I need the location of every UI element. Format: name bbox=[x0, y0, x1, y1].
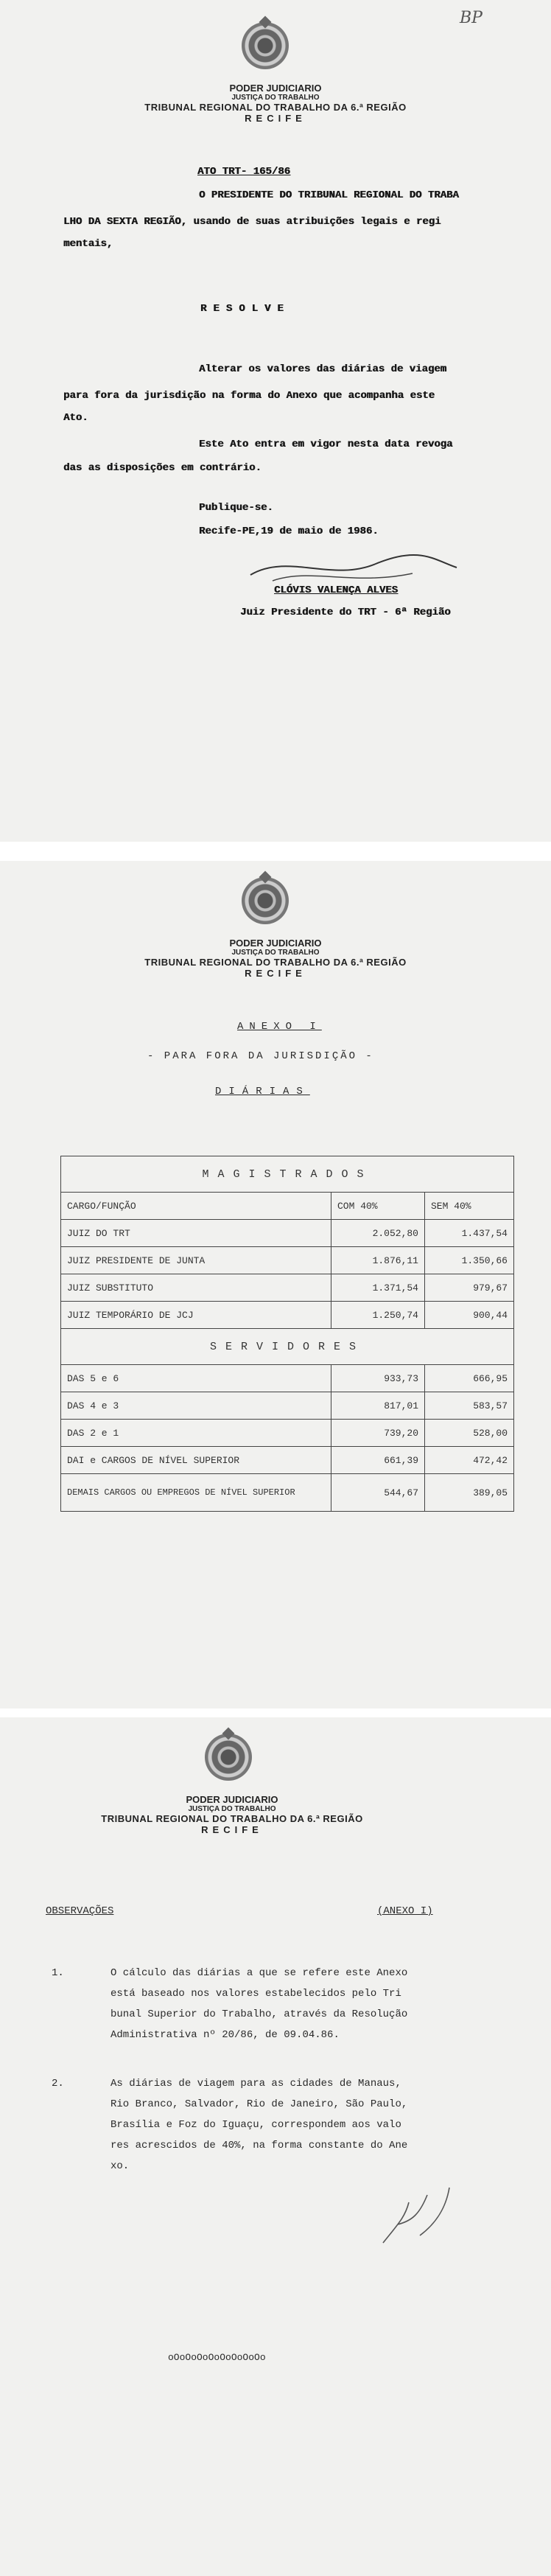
coat-of-arms-icon bbox=[242, 877, 289, 924]
page-3 bbox=[0, 1717, 551, 2576]
body-p1-line-3: Ato. bbox=[63, 412, 88, 424]
page-1 bbox=[0, 0, 551, 842]
item-2-number: 2. bbox=[52, 2078, 64, 2090]
annex-reference: (ANEXO I) bbox=[377, 1905, 433, 1917]
item-2-line-5: xo. bbox=[110, 2160, 130, 2172]
preamble-line-3: mentais, bbox=[63, 238, 113, 250]
magistrados-table bbox=[60, 1156, 514, 1512]
date-line: Recife-PE,19 de maio de 1986. bbox=[199, 526, 379, 537]
margin-note: BP bbox=[460, 9, 482, 27]
col-cargo-header: CARGO/FUNÇÃO bbox=[61, 1193, 331, 1220]
letterhead: PODER JUDICIARIO JUSTIÇA DO TRABALHO TRIBUNAL REGIONAL DO TRABALHO DA 6.ª REGIÃO RECIFE bbox=[144, 83, 407, 124]
item-2-line-2: Rio Branco, Salvador, Rio de Janeiro, São Paulo, bbox=[110, 2098, 408, 2110]
end-mark: oOoOoOoOoOoOoOoOo bbox=[168, 2352, 266, 2363]
table-row: JUIZ PRESIDENTE DE JUNTA 1.876,11 1.350,66 bbox=[61, 1247, 514, 1274]
col-com-header: COM 40% bbox=[331, 1193, 425, 1220]
servidores-header: SERVIDORES bbox=[61, 1329, 514, 1365]
coat-of-arms-icon bbox=[205, 1734, 252, 1781]
diarias-heading: DIÁRIAS bbox=[215, 1086, 310, 1097]
table-row: JUIZ DO TRT 2.052,80 1.437,54 bbox=[61, 1220, 514, 1247]
body-p1-line-1: Alterar os valores das diárias de viagem bbox=[199, 363, 447, 375]
letterhead: PODER JUDICIARIO JUSTIÇA DO TRABALHO TRIBUNAL REGIONAL DO TRABALHO DA 6.ª REGIÃO RECIFE bbox=[101, 1794, 363, 1835]
item-1-number: 1. bbox=[52, 1967, 64, 1979]
item-1-line-2: está baseado nos valores estabelecidos pelo Tri bbox=[110, 1988, 401, 2000]
letterhead: PODER JUDICIARIO JUSTIÇA DO TRABALHO TRIBUNAL REGIONAL DO TRABALHO DA 6.ª REGIÃO RECIFE bbox=[144, 938, 407, 979]
item-2-line-3: Brasília e Foz do Iguaçu, correspondem aos valo bbox=[110, 2119, 401, 2131]
col-sem-header: SEM 40% bbox=[425, 1193, 514, 1220]
body-p1-line-2: para fora da jurisdição na forma do Anexo que acompanha este bbox=[63, 390, 435, 402]
table-row: DAS 4 e 3 817,01 583,57 bbox=[61, 1392, 514, 1420]
annex-subtitle: - PARA FORA DA JURISDIÇÃO - bbox=[147, 1050, 374, 1062]
table-row: JUIZ TEMPORÁRIO DE JCJ 1.250,74 900,44 bbox=[61, 1302, 514, 1329]
coat-of-arms-icon bbox=[242, 22, 289, 69]
page-2 bbox=[0, 861, 551, 1708]
act-title: ATO TRT- 165/86 bbox=[197, 166, 291, 178]
item-1-line-4: Administrativa nº 20/86, de 09.04.86. bbox=[110, 2029, 340, 2041]
signer-name: CLÓVIS VALENÇA ALVES bbox=[274, 584, 399, 596]
obs-title: OBSERVAÇÕES bbox=[46, 1905, 114, 1917]
resolve-heading: RESOLVE bbox=[200, 303, 290, 315]
body-p2-line-1: Este Ato entra em vigor nesta data revoga bbox=[199, 439, 453, 450]
item-1-line-3: bunal Superior do Trabalho, através da Resolução bbox=[110, 2008, 408, 2020]
preamble-line-2: LHO DA SEXTA REGIÃO, usando de suas atribuições legais e regi bbox=[63, 216, 441, 228]
signer-title: Juiz Presidente do TRT - 6ª Região bbox=[240, 607, 451, 618]
table-row: DAI e CARGOS DE NÍVEL SUPERIOR 661,39 472,42 bbox=[61, 1447, 514, 1474]
publique-se: Publique-se. bbox=[199, 502, 273, 514]
table-row: DEMAIS CARGOS OU EMPREGOS DE NÍVEL SUPERIOR 544,67 389,05 bbox=[61, 1474, 514, 1512]
table-row: DAS 2 e 1 739,20 528,00 bbox=[61, 1420, 514, 1447]
table-row: JUIZ SUBSTITUTO 1.371,54 979,67 bbox=[61, 1274, 514, 1302]
body-p2-line-2: das as disposições em contrário. bbox=[63, 462, 262, 474]
magistrados-header: MAGISTRADOS bbox=[61, 1156, 514, 1193]
item-2-line-4: res acrescidos de 40%, na forma constante do Ane bbox=[110, 2140, 408, 2151]
table-row: DAS 5 e 6 933,73 666,95 bbox=[61, 1365, 514, 1392]
initials-signature-icon bbox=[376, 2173, 457, 2254]
preamble-line-1: O PRESIDENTE DO TRIBUNAL REGIONAL DO TRABA bbox=[199, 189, 459, 201]
item-1-line-1: O cálculo das diárias a que se refere este Anexo bbox=[110, 1967, 408, 1979]
item-2-line-1: As diárias de viagem para as cidades de Manaus, bbox=[110, 2078, 401, 2090]
annex-title: ANEXO I bbox=[237, 1021, 322, 1033]
